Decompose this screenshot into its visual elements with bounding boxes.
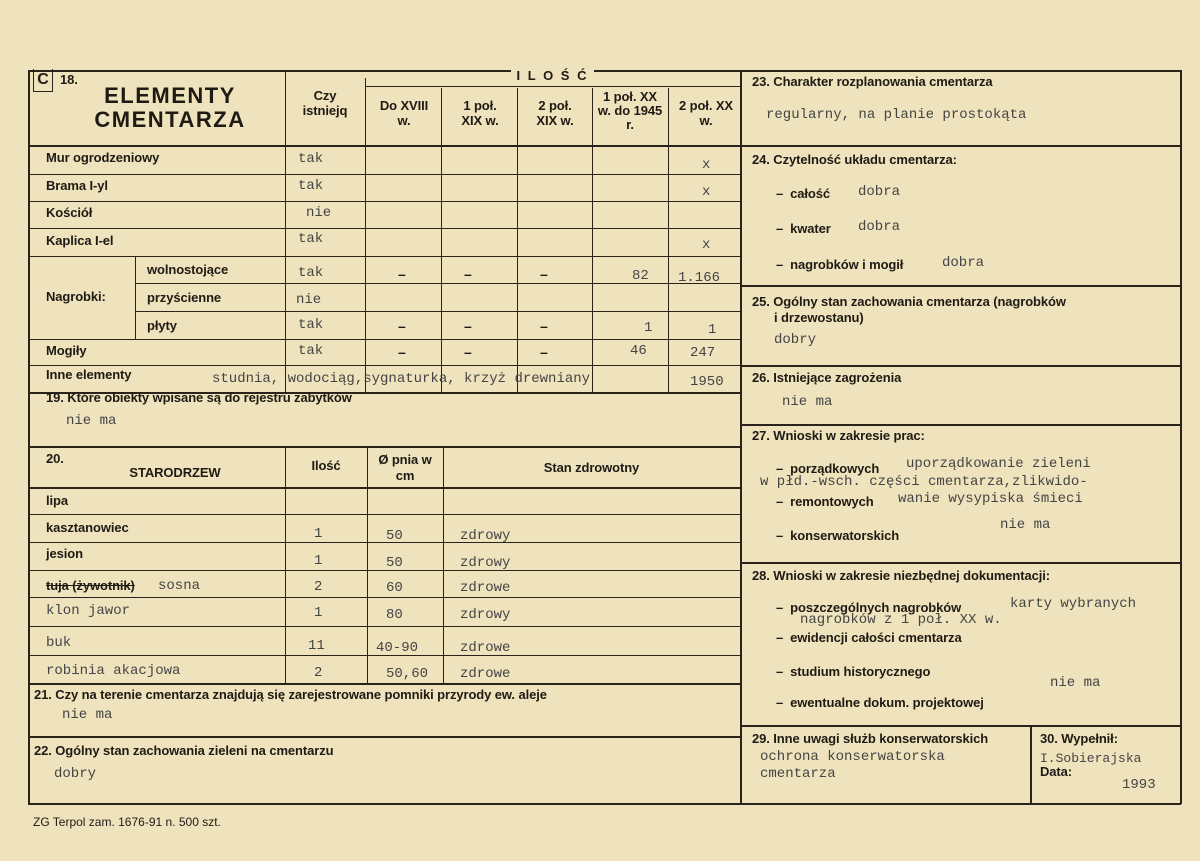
tree-name: buk xyxy=(46,635,72,651)
row-label: przyścienne xyxy=(147,290,222,305)
col-header-exists: Czy istniejq xyxy=(302,88,348,118)
q30-label: 30. Wypełnił: xyxy=(1040,731,1118,746)
period-4-value: 82 xyxy=(632,268,649,284)
section-letter: C xyxy=(37,71,49,88)
q28-typed-nie-ma: nie ma xyxy=(1050,675,1101,691)
q28-item: – poszczególnych nagrobków xyxy=(776,600,962,615)
tree-diameter: 40-90 xyxy=(376,640,419,656)
q28-item: – ewidencji całości cmentarza xyxy=(776,630,962,645)
q24-item-value: dobra xyxy=(942,255,985,271)
q28-typed-line2: nagrobków z 1 poł. XX w. xyxy=(800,612,1002,628)
tree-name: jesion xyxy=(46,546,83,561)
q25-label-line2: i drzewostanu) xyxy=(774,310,864,325)
col-header-period-1: Do XVIII w. xyxy=(379,98,429,128)
tree-count: 11 xyxy=(308,638,325,654)
tree-name: robinia akacjowa xyxy=(46,663,181,679)
tree-count: 1 xyxy=(314,526,323,542)
q22-label: 22. Ogólny stan zachowania zieleni na cmentarzu xyxy=(34,743,334,758)
q21-answer: nie ma xyxy=(62,707,113,723)
col-header-period-4: 1 poł. XX w. do 1945 r. xyxy=(597,89,663,132)
q28-item-label: poszczególnych nagrobków xyxy=(790,600,962,615)
col-header-diameter: Ø pnia w cm xyxy=(378,452,432,483)
tree-count: 2 xyxy=(314,579,323,595)
row-label: wolnostojące xyxy=(147,262,229,277)
tree-diameter: 50,60 xyxy=(386,666,429,682)
q27-item-label: konserwatorskich xyxy=(790,528,900,543)
section-title xyxy=(60,84,280,132)
q23-answer: regularny, na planie prostokąta xyxy=(766,107,1027,123)
exists-value: tak xyxy=(298,317,324,333)
q23-label: 23. Charakter rozplanowania cmentarza xyxy=(752,74,993,89)
q27-typed-line3: wanie wysypiska śmieci xyxy=(898,491,1083,507)
section-title-line2: CMENTARZA xyxy=(94,107,246,132)
tree-diameter: 80 xyxy=(386,607,403,623)
tree-diameter: 60 xyxy=(386,580,403,596)
tree-count: 1 xyxy=(314,553,323,569)
period-5-value: x xyxy=(702,184,711,200)
q24-label: 24. Czytelność układu cmentarza: xyxy=(752,152,957,167)
section-letter-box xyxy=(33,69,53,92)
period-4-value: 1 xyxy=(644,320,653,336)
q27-typed-line2: w płd.-wsch. części cmentarza,zlikwido- xyxy=(760,474,1088,490)
period-5-value: x xyxy=(702,157,711,173)
q21-label: 21. Czy na terenie cmentarza znajdują się zarejestrowane pomniki przyrody ew. aleje xyxy=(34,687,547,702)
period-1-value: – xyxy=(398,266,406,282)
q27-label: 27. Wnioski w zakresie prac: xyxy=(752,428,925,443)
q24-item-label: całość xyxy=(790,186,831,201)
row-label: Kościół xyxy=(46,205,93,220)
q30-date-label: Data: xyxy=(1040,764,1073,779)
period-2-value: – xyxy=(464,318,472,334)
tree-health: zdrowe xyxy=(460,640,511,656)
col-header-health: Stan zdrowotny xyxy=(543,460,640,475)
q28-item: – studium historycznego xyxy=(776,664,931,679)
q24-item-value: dobra xyxy=(858,219,901,235)
q28-item-label: ewidencji całości cmentarza xyxy=(790,630,962,645)
q19-label: 19. Które obiekty wpisane są do rejestru zabytków xyxy=(46,390,352,405)
q25-answer: dobry xyxy=(774,332,817,348)
q20-number: 20. xyxy=(46,451,64,466)
q22-answer: dobry xyxy=(54,766,97,782)
q26-answer: nie ma xyxy=(782,394,833,410)
exists-value: tak xyxy=(298,151,324,167)
q24-item-value: dobra xyxy=(858,184,901,200)
tree-name-typed: sosna xyxy=(158,578,201,594)
exists-value: tak xyxy=(298,265,324,281)
period-3-value: – xyxy=(540,344,548,360)
q27-typed-konserw: nie ma xyxy=(1000,517,1051,533)
row-label: Brama I-yl xyxy=(46,178,108,193)
ilosc-header-text: I L O Ś Ć xyxy=(511,68,595,83)
q29-line2: cmentarza xyxy=(760,766,836,782)
exists-value: tak xyxy=(298,231,324,247)
col-header-period-3: 2 poł. XIX w. xyxy=(536,98,574,128)
tree-name: kasztanowiec xyxy=(46,520,129,535)
exists-value: nie xyxy=(306,205,332,221)
q24-item-label: kwater xyxy=(790,221,831,236)
q29-line1: ochrona konserwatorska xyxy=(760,749,945,765)
tree-name: klon jawor xyxy=(46,603,131,619)
tree-diameter: 50 xyxy=(386,555,403,571)
q28-typed-line1: karty wybranych xyxy=(1010,596,1137,612)
q30-name: I.Sobierajska xyxy=(1040,751,1142,766)
nagrobki-label: Nagrobki: xyxy=(46,289,106,304)
row-label: Inne elementy xyxy=(46,367,132,382)
q27-item: – remontowych xyxy=(776,494,874,509)
tree-health: zdrowe xyxy=(460,580,511,596)
q29-label: 29. Inne uwagi służb konserwatorskich xyxy=(752,731,989,746)
q27-item: – konserwatorskich xyxy=(776,528,900,543)
section-title-line1: ELEMENTY xyxy=(104,83,236,108)
tree-name-struck: tuja (żywotnik) xyxy=(46,578,135,593)
period-5-value: 1950 xyxy=(690,374,724,390)
period-4-value: 46 xyxy=(630,343,647,359)
q28-item-label: studium historycznego xyxy=(790,664,931,679)
tree-name: lipa xyxy=(46,493,68,508)
q25-label-line1: 25. Ogólny stan zachowania cmentarza (nagrobków xyxy=(752,294,1066,309)
exists-value: nie xyxy=(296,292,322,308)
period-5-value: 247 xyxy=(690,345,716,361)
period-2-value: – xyxy=(464,266,472,282)
q30-year: 1993 xyxy=(1122,777,1156,793)
period-1-value: – xyxy=(398,344,406,360)
q27-item-label: remontowych xyxy=(790,494,874,509)
period-3-value: – xyxy=(540,266,548,282)
period-5-value: x xyxy=(702,237,711,253)
q19-answer: nie ma xyxy=(66,413,117,429)
printer-footer: ZG Terpol zam. 1676-91 n. 500 szt. xyxy=(33,815,221,829)
row-label: Mur ogrodzeniowy xyxy=(46,150,160,165)
col-header-count: Ilość xyxy=(311,458,341,473)
q26-label: 26. Istniejące zagrożenia xyxy=(752,370,902,385)
col-header-period-5: 2 poł. XX w. xyxy=(678,98,733,128)
period-5-value: 1.166 xyxy=(678,270,721,286)
q28-item: – ewentualne dokum. projektowej xyxy=(776,695,984,710)
q24-item-label: nagrobków i mogił xyxy=(790,257,904,272)
period-3-value: – xyxy=(540,318,548,334)
period-1-value: – xyxy=(398,318,406,334)
exists-value: tak xyxy=(298,178,324,194)
q27-item: – porządkowych xyxy=(776,461,880,476)
tree-count: 2 xyxy=(314,665,323,681)
other-elements-value: studnia, wodociąg,sygnaturka, krzyż drewniany xyxy=(212,371,591,387)
period-2-value: – xyxy=(464,344,472,360)
q28-item-label: ewentualne dokum. projektowej xyxy=(790,695,984,710)
period-5-value: 1 xyxy=(708,322,717,338)
tree-health: zdrowy xyxy=(460,528,511,544)
row-label: Mogiły xyxy=(46,343,87,358)
tree-health: zdrowy xyxy=(460,607,511,623)
exists-value: tak xyxy=(298,343,324,359)
tree-health: zdrowy xyxy=(460,555,511,571)
q27-item-label: porządkowych xyxy=(790,461,880,476)
tree-count: 1 xyxy=(314,605,323,621)
col-header-species: STARODRZEW xyxy=(129,465,221,480)
q28-label: 28. Wnioski w zakresie niezbędnej dokumentacji: xyxy=(752,568,1051,583)
ilosc-header xyxy=(365,68,740,83)
field-number-18: 18. xyxy=(60,72,78,87)
col-header-period-2: 1 poł. XIX w. xyxy=(461,98,499,128)
row-label: płyty xyxy=(147,318,177,333)
tree-health: zdrowe xyxy=(460,666,511,682)
q27-typed-line1: uporządkowanie zieleni xyxy=(906,456,1091,472)
row-label: Kaplica I-el xyxy=(46,233,114,248)
tree-diameter: 50 xyxy=(386,528,403,544)
